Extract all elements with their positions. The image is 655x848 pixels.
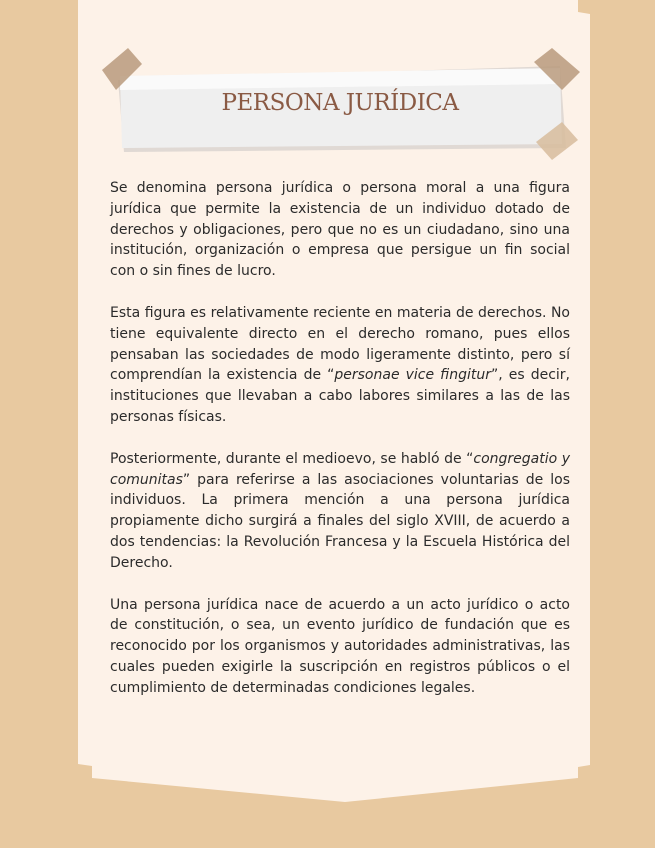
text-segment: Se denomina persona jurídica o persona moral a una figura jurídica que permite la existencia de un individuo dotado de derechos y obligaciones, pero que no es un ciudadano, sino una institución, organización o empresa que persigue un fin social con o sin fines de lucro. bbox=[110, 180, 570, 280]
page-title: PERSONA JURÍDICA bbox=[221, 90, 459, 116]
text-segment: ”, es decir, instituciones que llevaban a cabo labores similares a las de las personas físicas. bbox=[110, 367, 570, 425]
text-segment: ” para referirse a las asociaciones voluntarias de los individuos. La primera mención a una persona jurídica propiamente dicho surgirá a finales del siglo XVIII, de acuerdo a dos tendencias: la Revolución Francesa y la Escuela Histórica del Derecho. bbox=[110, 471, 570, 571]
text-segment: Una persona jurídica nace de acuerdo a un acto jurídico o acto de constitución, o sea, un evento jurídico de fundación que es reconocido por los organismos y autoridades administrativas, las cuales pueden exigirle la suscripción en registros públicos o el cumplimiento de determinadas condiciones legales. bbox=[110, 596, 570, 696]
paragraph bbox=[110, 449, 570, 574]
paragraph bbox=[110, 595, 570, 699]
text-segment: Posteriormente, durante el medioevo, se habló de “ bbox=[110, 450, 474, 467]
text-segment: Esta figura es relativamente reciente en materia de derechos. No tiene equivalente directo en el derecho romano, pues ellos pensaban las sociedades de modo ligeramente distinto, pero sí comprendían la existencia de “ bbox=[110, 304, 570, 384]
paragraph bbox=[110, 178, 570, 282]
italic-phrase: congregatio y comunitas bbox=[110, 450, 570, 488]
body-text bbox=[110, 178, 570, 720]
italic-phrase: personae vice fingitur bbox=[334, 367, 491, 384]
paragraph bbox=[110, 303, 570, 428]
